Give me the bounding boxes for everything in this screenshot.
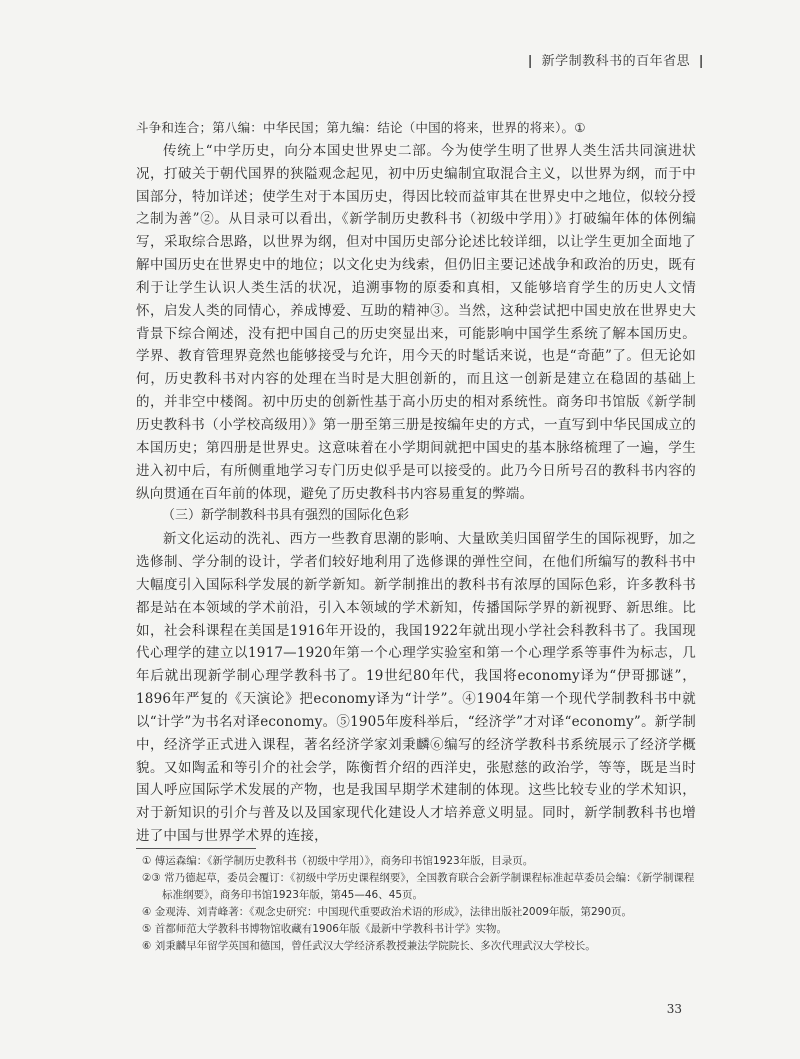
footnote-item: ④ 金观涛、刘青峰著：《观念史研究：中国现代重要政治术语的形成》，法律出版社2009年版，第290页。 (142, 905, 633, 918)
paragraph-history: 传统上“中学历史，向分本国史世界史二部。今为使学生明了世界人类生活共同演进状况，打破关于朝代国界的狭隘观念起见，初中历史编制宜取混合主义，以世界为纲，而于中国部分，特加详述；使学生对于本国历史，得因比较而益审其在世界史中之地位，似较分授之制为善”②。从目录可以看出，《新学制历史教科书（初级中学用）》打破编年体的体例编写，采取综合思路，以世界为纲，但对中国历史部分论述比较详细，以让学生更加全面地了解中国历史在世界史中的地位；以文化史为线索，但仍旧主要记述战争和政治的历史，既有利于让学生认识人类生活的状况，追溯事物的原委和真相，又能够培育学生的历史人文情怀，启发人类的同情心，养成博爱、互助的精神③。当然，这种尝试把中国史放在世界史大背景下综合阐述，没有把中国自己的历史突显出来，可能影响中国学生系统了解本国历史。学界、教育管理界竟然也能够接受与允许，用今天的时髦话来说，也是“奇葩”了。但无论如何，历史教科书对内容的处理在当时是大胆创新的，而且这一创新是建立在稳固的基础上的，并非空中楼阁。初中历史的创新性基于高小历史的相对系统性。商务印书馆版《新学制历史教科书（小学校高级用）》第一册至第三册是按编年史的方式，一直写到中华民国成立的本国历史；第四册是世界史。这意味着在小学期间就把中国史的基本脉络梳理了一遍，学生进入初中后，有所侧重地学习专门历史似乎是可以接受的。此乃今日所号召的教科书内容的纵向贯通在百年前的体现，避免了历史教科书内容易重复的弊端。 (136, 142, 696, 502)
paragraph-internationalization: 新文化运动的洗礼、西方一些教育思潮的影响、大量欧美归国留学生的国际视野，加之选修制、学分制的设计，学者们较好地利用了选修课的弹性空间，在他们所编写的教科书中大幅度引入国际科学发展的新学新知。新学制推出的教科书有浓厚的国际色彩，许多教科书都是站在本领域的学术前沿，引入本领域的学术新知，传播国际学界的新视野、新思维。比如，社会科课程在美国是1916年开设的，我国1922年就出现小学社会科教科书了。我国现代心理学的建立以1917—1920年第一个心理学实验室和第一个心理学系等事件为标志，几年后就出现新学制心理学教科书了。19世纪80年代，我国将economy译为“伊哥挪谜”，1896年严复的《天演论》把economy译为“计学”。④1904年第一个现代学制教科书中就以“计学”为书名对译economy。⑤1905年废科举后，“经济学”才对译“economy”。新学制中，经济学正式进入课程，著名经济学家刘秉麟⑥编写的经济学教科书系统展示了经济学概貌。又如陶孟和等引介的社会学，陈衡哲介绍的西洋史，张慰慈的政治学，等等，既是当时国人呼应国际学术发展的产物，也是我国早期学术建制的体现。这些比较专业的学术知识，对于新知识的引介与普及以及国家现代化建设人才培养意义明显。同时，新学制教科书也增进了中国与世界学术界的连接， (136, 531, 696, 845)
footnote-divider (136, 848, 256, 849)
paragraph-continued: 斗争和连合；第八编：中华民国；第九编：结论（中国的将来，世界的将来）。① (136, 120, 586, 135)
section-heading: （三）新学制教科书具有强烈的国际化色彩 (162, 508, 410, 524)
header-title: 新学制教科书的百年省思 (541, 54, 691, 69)
footnote-item: ②③ 常乃德起草，委员会覆订：《初级中学历史课程纲要》，全国教育联合会新学制课程标准起草委员会编：《新学制课程标准纲要》，商务印书馆1923年版，第45—46、45页。 (142, 871, 695, 901)
footnotes (136, 853, 696, 954)
running-header (524, 50, 708, 69)
body-text (136, 117, 696, 848)
footnote-item: ⑤ 首都师范大学教科书博物馆收藏有1906年版《最新中学教科书计学》实物。 (142, 922, 507, 935)
page-number: 33 (666, 1002, 682, 1016)
header-right-bar: | (698, 54, 704, 69)
header-left-bar: | (527, 54, 533, 69)
footnote-item: ① 傅运森编：《新学制历史教科书（初级中学用）》，商务印书馆1923年版，目录页。 (142, 855, 534, 867)
footnote-item: ⑥ 刘秉麟早年留学英国和德国，曾任武汉大学经济系教授兼法学院院长、多次代理武汉大学校长。 (142, 939, 596, 952)
